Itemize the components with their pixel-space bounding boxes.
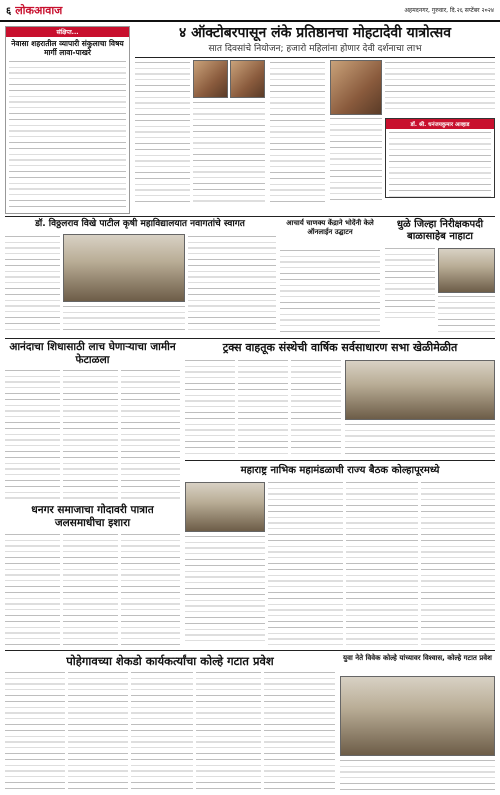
story-dhule-photo bbox=[438, 248, 495, 293]
story-trucks-body-1 bbox=[185, 360, 235, 456]
masthead bbox=[0, 0, 500, 22]
story-headline-kolhe: युवा नेते विवेक कोल्हे यांच्यावर विश्वास, कोल्हे गटात प्रवेश bbox=[343, 654, 492, 662]
story-headline-vikhe: डॉ. विठ्ठलराव विखे पाटील कृषी महाविद्यालयात नवागतांचे स्वागत bbox=[35, 219, 245, 229]
ad-box bbox=[385, 118, 495, 198]
brief-section-label: संक्षिप्त... bbox=[6, 27, 129, 37]
story-nabhik-photo bbox=[185, 482, 265, 532]
lead-rule bbox=[135, 57, 495, 58]
story-pohegaon-body-5 bbox=[264, 672, 335, 790]
story-nabhik-body-2 bbox=[268, 482, 343, 646]
story-trucks-body-3 bbox=[291, 360, 341, 456]
story-nabhik-body-3 bbox=[346, 482, 418, 646]
story-trucks-body-2 bbox=[238, 360, 288, 456]
lead-headline: ४ ऑक्टोबरपासून लंके प्रतिष्ठानचा मोहटादेवी यात्रोत्सव bbox=[178, 25, 452, 41]
story-headline-nabhik: महाराष्ट्र नाभिक महामंडळाची राज्य बैठक कोल्हापूरमध्ये bbox=[240, 465, 440, 476]
story-nabhik-body-1 bbox=[185, 536, 265, 646]
brief-headline: नेवासा शहरातील व्यापारी संकुलाचा विषय मार्गी लावा-पाखरे bbox=[11, 39, 124, 57]
section-rule-2 bbox=[5, 338, 495, 339]
story-kolhe-photo bbox=[340, 676, 495, 756]
lead-body-col-1 bbox=[135, 62, 190, 202]
story-nabhik-body-4 bbox=[421, 482, 495, 646]
story-vikhe-body-2 bbox=[63, 306, 185, 334]
story-dhangar-body-3 bbox=[121, 534, 180, 646]
story-headline-shidha: आनंदाचा शिधासाठी लाच घेणाऱ्याचा जामीन फेटाळला bbox=[9, 341, 176, 366]
lead-portrait-3 bbox=[330, 60, 382, 115]
story-vikhe-photo bbox=[63, 234, 185, 302]
lead-portrait-1 bbox=[193, 60, 228, 98]
section-rule-4 bbox=[5, 650, 495, 651]
story-pohegaon-body-3 bbox=[131, 672, 193, 790]
story-trucks-photo bbox=[345, 360, 495, 420]
lead-portrait-2 bbox=[230, 60, 265, 98]
section-rule-1 bbox=[5, 216, 495, 217]
story-shidha-body-2 bbox=[63, 370, 118, 500]
story-chanakya-body bbox=[280, 250, 380, 334]
story-pohegaon-body-1 bbox=[5, 672, 65, 790]
page-number: ६ bbox=[6, 6, 12, 17]
brief-body bbox=[9, 61, 126, 211]
story-dhule-body-2 bbox=[438, 296, 495, 334]
story-shidha-body-1 bbox=[5, 370, 60, 500]
ad-body bbox=[389, 132, 491, 198]
story-shidha-body-3 bbox=[121, 370, 180, 500]
story-vikhe-body-1 bbox=[5, 236, 60, 334]
story-dhangar-body-2 bbox=[63, 534, 118, 646]
lead-body-col-2 bbox=[193, 102, 265, 202]
brief-box bbox=[5, 26, 130, 214]
section-rule-3 bbox=[185, 460, 495, 461]
story-trucks-body-4 bbox=[345, 424, 495, 456]
story-headline-dhangar: धनगर समाजाचा गोदावरी पात्रात जलसमाधीचा इशारा bbox=[31, 504, 154, 529]
story-headline-dhule: धुळे जिल्हा निरीक्षकपदी बाळासाहेब नाहाटा bbox=[396, 219, 484, 242]
lead-body-col-3 bbox=[270, 62, 325, 202]
story-pohegaon-body-4 bbox=[196, 672, 261, 790]
lead-body-col-4 bbox=[330, 118, 382, 202]
story-headline-trucks: ट्रक्स वाहतूक संस्थेची वार्षिक सर्वसाधारण सभा खेळीमेळीत bbox=[222, 341, 458, 354]
story-dhule-body-1 bbox=[385, 248, 435, 318]
story-vikhe-body-3 bbox=[188, 236, 276, 334]
lead-body-col-5 bbox=[385, 62, 495, 114]
story-dhangar-body-1 bbox=[5, 534, 60, 646]
story-kolhe-body bbox=[340, 760, 495, 790]
story-headline-pohegaon: पोहेगावच्या शेकडो कार्यकर्त्यांचा कोल्हे गटात प्रवेश bbox=[66, 654, 274, 668]
newspaper-brand: लोकआवाज bbox=[15, 3, 63, 17]
story-headline-chanakya: आचार्य चाणक्य केंद्राने भोदेंनी केले ऑनलाईन उद्घाटन bbox=[286, 219, 374, 236]
lead-subhead: सात दिवसांचे नियोजन; हजारो महिलांना होणार देवी दर्शनाचा लाभ bbox=[208, 44, 422, 54]
date-line: अहमदनगर, गुरुवार, दि.२६ सप्टेंबर २०२४ bbox=[404, 7, 494, 14]
ad-title: डॉ. श्री. धनंजयकुमार आव्हाड bbox=[386, 119, 494, 129]
story-pohegaon-body-2 bbox=[68, 672, 128, 790]
